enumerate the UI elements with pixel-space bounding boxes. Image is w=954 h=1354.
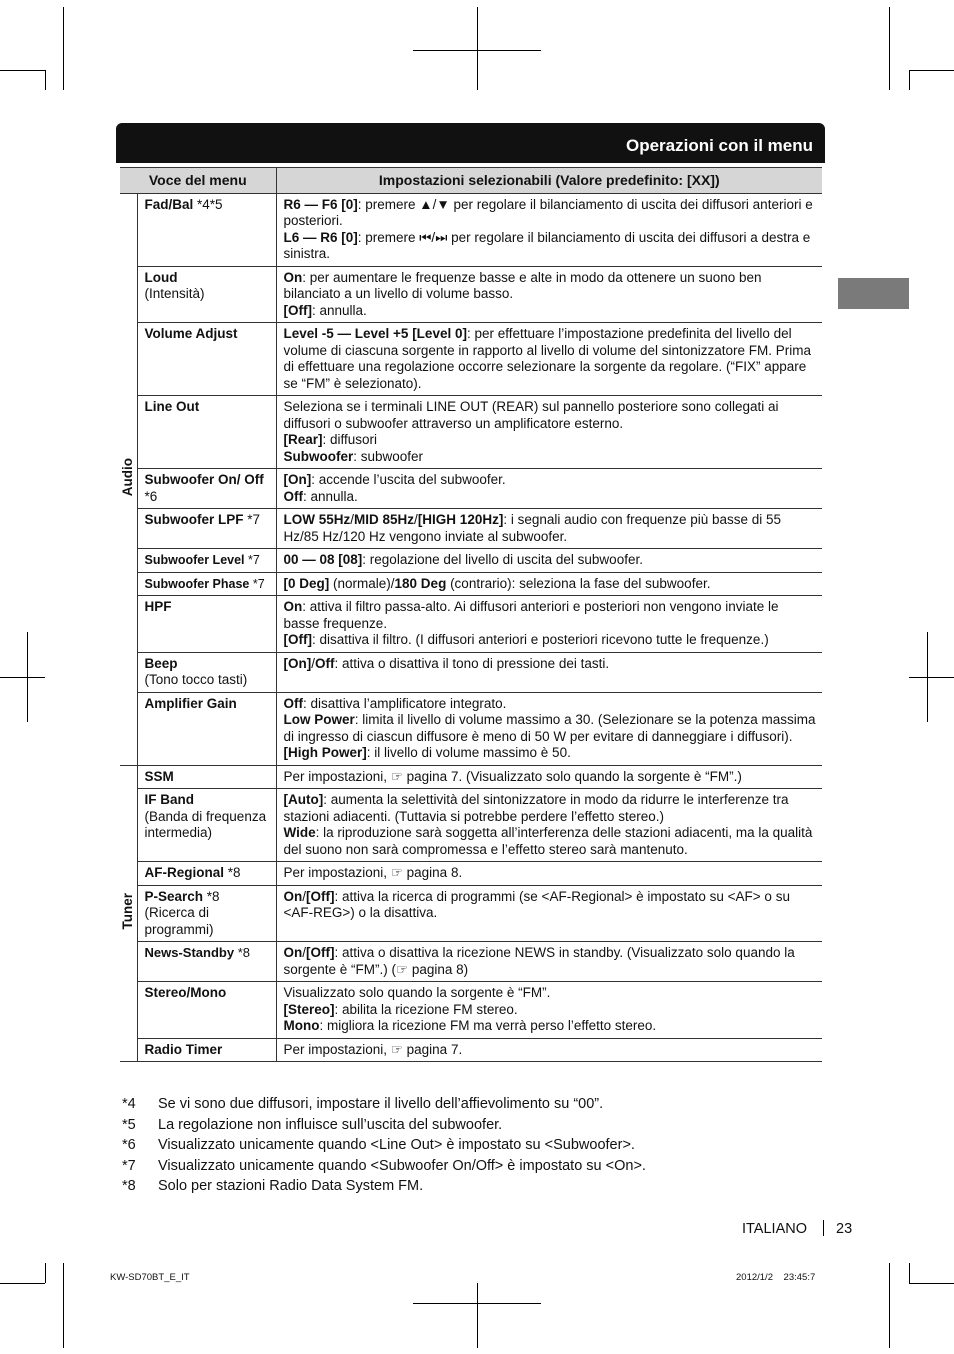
- item-radio-timer: Radio Timer: [137, 1038, 276, 1062]
- group-audio: Audio: [120, 193, 137, 765]
- setting-af-regional: Per impostazioni, ☞ pagina 8.: [276, 862, 822, 886]
- table-row: [120, 789, 822, 862]
- footnote: *4 Se vi sono due diffusori, impostare il livello dell’affievolimento su “00”.: [122, 1096, 604, 1112]
- item-line-out: Line Out: [137, 396, 276, 469]
- item-stereo-mono: Stereo/Mono: [137, 982, 276, 1039]
- item-loud: Loud (Intensità): [137, 266, 276, 323]
- table-row: [120, 549, 822, 573]
- table-row: [120, 509, 822, 549]
- table-row: [120, 1038, 822, 1062]
- item-af-regional: AF-Regional *8: [137, 862, 276, 886]
- section-header: [116, 123, 825, 163]
- setting-p-search: On/[Off]: attiva la ricerca di programmi (se <AF-Regional> è impostato su <AF> o su <AF-REG>) o la disattiva.: [276, 885, 822, 942]
- item-ssm: SSM: [137, 765, 276, 789]
- setting-beep: [On]/Off: attiva o disattiva il tono di pressione dei tasti.: [276, 652, 822, 692]
- footnote: *5 La regolazione non influisce sull’uscita del subwoofer.: [122, 1116, 503, 1133]
- table-row: [120, 765, 822, 789]
- item-p-search: P-Search *8 (Ricerca di programmi): [137, 885, 276, 942]
- table-row: [120, 469, 822, 509]
- footnote: *7 Visualizzato unicamente quando <Subwoofer On/Off> è impostato su <On>.: [122, 1157, 646, 1174]
- table-row: [120, 193, 822, 266]
- table-row: [120, 982, 822, 1039]
- setting-subwoofer-phase: [0 Deg] (normale)/180 Deg (contrario): seleziona la fase del subwoofer.: [276, 572, 822, 596]
- language-side-tab: [838, 278, 909, 309]
- section-title: Operazioni con il menu: [625, 136, 813, 155]
- item-beep: Beep (Tono tocco tasti): [137, 652, 276, 692]
- table-row: [120, 266, 822, 323]
- setting-subwoofer-onoff: [On]: accende l’uscita del subwoofer. Off: annulla.: [276, 469, 822, 509]
- item-news-standby: News-Standby *8: [137, 942, 276, 982]
- setting-stereo-mono: Visualizzato solo quando la sorgente è “FM”. [Stereo]: abilita la ricezione FM stereo. Mono: migliora la ricezione FM ma verrà perso l’effetto stereo.: [276, 982, 822, 1039]
- setting-line-out: Seleziona se i terminali LINE OUT (REAR) sul pannello posteriore sono collegati ai diffusori o subwoofer attraverso un amplificatore esterno. [Rear]: diffusori Subwoofer: subwoofer: [276, 396, 822, 469]
- setting-amplifier-gain: Off: disattiva l’amplificatore integrato. Low Power: limita il livello di volume massimo a 30. (Selezionare se la potenza massima di ingresso di ciascun diffusore è meno di 50 W per evitare di danneggiare i diffusori). [High Power]: il livello di volume massimo è 50.: [276, 692, 822, 765]
- table-row: [120, 885, 822, 942]
- setting-loud: On: per aumentare le frequenze basse e alte in modo da ottenere un suono ben bilanciato a un livello di volume basso. [Off]: annulla.: [276, 266, 822, 323]
- column-header-settings: Impostazioni selezionabili (Valore predefinito: [XX]): [276, 168, 822, 194]
- group-tuner: Tuner: [120, 765, 137, 1062]
- footnote: *6 Visualizzato unicamente quando <Line Out> è impostato su <Subwoofer>.: [122, 1137, 635, 1153]
- setting-radio-timer: Per impostazioni, ☞ pagina 7.: [276, 1038, 822, 1062]
- column-header-item: Voce del menu: [120, 168, 276, 194]
- table-row: [120, 596, 822, 653]
- setting-ssm: Per impostazioni, ☞ pagina 7. (Visualizzato solo quando la sorgente è “FM”.): [276, 765, 822, 789]
- document-code: KW-SD70BT_E_IT: [110, 1272, 190, 1283]
- table-row: [120, 692, 822, 765]
- item-subwoofer-lpf: Subwoofer LPF *7: [137, 509, 276, 549]
- item-subwoofer-level: Subwoofer Level *7: [137, 549, 276, 573]
- setting-subwoofer-lpf: LOW 55Hz/MID 85Hz/[HIGH 120Hz]: i segnali audio con frequenze più basse di 55 Hz/85 Hz/120 Hz vengono inviate al subwoofer.: [276, 509, 822, 549]
- table-row: [120, 652, 822, 692]
- table-row: [120, 942, 822, 982]
- menu-settings-table: [120, 167, 822, 1062]
- item-subwoofer-onoff: Subwoofer On/ Off *6: [137, 469, 276, 509]
- setting-fad-bal: R6 — F6 [0]: premere ▲/▼ per regolare il bilanciamento di uscita dei diffusori anteriori e posteriori. L6 — R6 [0]: premere ⏮/⏭ per regolare il bilanciamento di uscita dei diffusori a destra e sinistra.: [276, 193, 822, 266]
- setting-news-standby: On/[Off]: attiva o disattiva la ricezione NEWS in standby. (Visualizzato solo quando la sorgente è “FM”.) (☞ pagina 8): [276, 942, 822, 982]
- item-subwoofer-phase: Subwoofer Phase *7: [137, 572, 276, 596]
- print-timestamp: 2012/1/2 23:45:7: [736, 1272, 816, 1283]
- setting-volume-adjust: Level -5 — Level +5 [Level 0]: per effettuare l’impostazione predefinita del livello del volume di ciascuna sorgente in rapporto al livello di volume del sintonizzatore FM. Prima di effettuare una regolazione occorre selezionare la sorgente da regolare. (“FIX” appare se “FM” è selezionato).: [276, 323, 822, 396]
- table-row: [120, 572, 822, 596]
- table-row: [120, 862, 822, 886]
- page-number-value: 23: [836, 1221, 853, 1237]
- table-header-row: [120, 168, 822, 194]
- table-row: [120, 396, 822, 469]
- footnotes: [122, 1094, 646, 1197]
- item-fad-bal: Fad/Bal *4*5: [137, 193, 276, 266]
- setting-hpf: On: attiva il filtro passa-alto. Ai diffusori anteriori e posteriori non vengono inviate le basse frequenze. [Off]: disattiva il filtro. (I diffusori anteriori e posteriori ricevono tutte le frequenze.): [276, 596, 822, 653]
- item-hpf: HPF: [137, 596, 276, 653]
- item-if-band: IF Band (Banda di frequenza intermedia): [137, 789, 276, 862]
- item-amplifier-gain: Amplifier Gain: [137, 692, 276, 765]
- setting-if-band: [Auto]: aumenta la selettività del sintonizzatore in modo da ridurre le interferenze tra stazioni adiacenti. (Tuttavia si potrebbe perdere l’effetto stereo.) Wide: la riproduzione sarà soggetta all’interferenza delle stazioni adiacenti, ma la qualità del suono non sarà compromessa e l’effetto stereo sarà mantenuto.: [276, 789, 822, 862]
- language-label: ITALIANO: [742, 1221, 807, 1237]
- setting-subwoofer-level: 00 — 08 [08]: regolazione del livello di uscita del subwoofer.: [276, 549, 822, 573]
- table-row: [120, 323, 822, 396]
- page-number: [742, 1220, 852, 1237]
- footnote: *8 Solo per stazioni Radio Data System FM.: [122, 1178, 424, 1194]
- item-volume-adjust: Volume Adjust: [137, 323, 276, 396]
